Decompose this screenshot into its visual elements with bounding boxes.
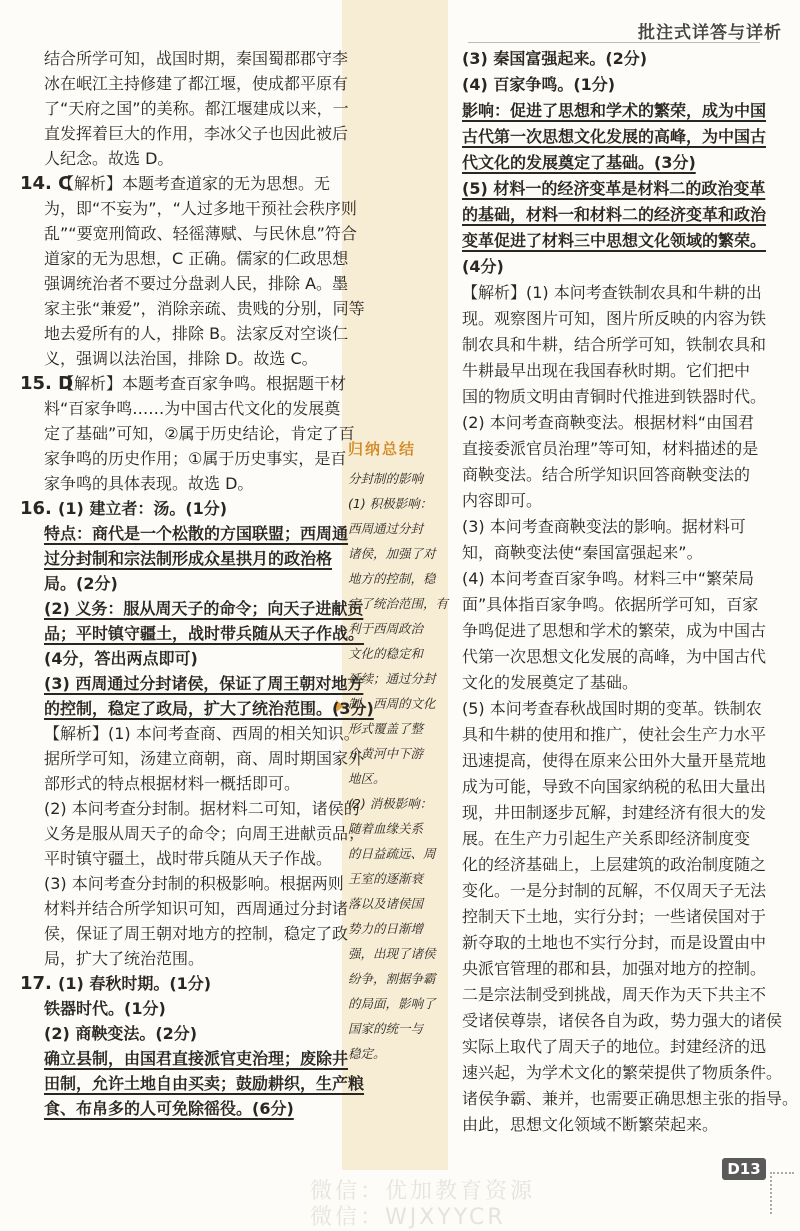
header-rule — [468, 42, 760, 43]
text-line — [20, 346, 338, 371]
text-line — [462, 826, 767, 852]
text-line — [20, 271, 349, 296]
text-line — [20, 446, 347, 471]
text-line — [20, 421, 355, 446]
line-text: (3) 本问考查分封制的积极影响。根据两则 — [44, 874, 344, 893]
line-text: (3) 西周通过分封诸侯，保证了周王朝对地方 — [44, 674, 364, 693]
margin-note-line: 利于西周政治 — [348, 621, 424, 636]
line-text: (4) 本问考查百家争鸣。材料三中“繁荣局 — [462, 569, 755, 588]
text-line — [20, 171, 338, 196]
line-text: 知，商鞅变法使“秦国富强起来”。 — [462, 543, 703, 562]
text-line — [20, 596, 364, 621]
line-text: 品；平时镇守疆土，战时带兵随从天子作战。 — [44, 624, 365, 643]
text-line — [20, 46, 349, 71]
line-text: 了“天府之国”的美称。都江堰建成以来，一 — [44, 99, 349, 118]
line-text: 迅速提高，使得在原来公田外大量开垦荒地 — [462, 751, 767, 770]
line-text: 特点：商代是一个松散的方国联盟；西周通 — [44, 524, 349, 543]
text-line — [462, 982, 767, 1008]
text-line — [462, 800, 767, 826]
line-text: (3) 秦国富强起来。(2分) — [462, 49, 648, 68]
text-line — [20, 621, 365, 646]
line-text: 地去爱所有的人，排除 B。法家反对空谈仁 — [44, 324, 349, 343]
right-answer-column — [462, 46, 799, 1138]
text-line — [20, 246, 349, 271]
margin-note-line: 制，西周的文化 — [348, 696, 436, 711]
line-text: (2) 本问考查分封制。据材料二可知，诸侯的 — [44, 799, 360, 818]
watermark-line-1: 微信：优加教育资源 — [310, 1179, 536, 1204]
line-text: 制农具和牛耕，结合所学可知，铁制农具和 — [462, 335, 767, 354]
line-text: 控制天下土地，实行分封；一些诸侯国对于 — [462, 907, 767, 926]
line-text: (5) 本问考查春秋战国时期的变革。铁制农 — [462, 699, 762, 718]
line-text: 现。观察图片可知，图片所反映的内容为铁 — [462, 309, 767, 328]
line-text: (1) 春秋时期。(1分) — [58, 974, 212, 993]
line-text: (2) 商鞅变法。(2分) — [44, 1024, 198, 1043]
text-line — [462, 1112, 767, 1138]
text-line — [20, 996, 338, 1021]
page-number: D13 — [722, 1158, 766, 1180]
line-text: (2) 本问考查商鞅变法。根据材料“由国君 — [462, 413, 755, 432]
text-line — [462, 98, 767, 124]
text-line — [462, 1034, 767, 1060]
text-line — [20, 221, 357, 246]
margin-note-line: 国家的统一与 — [348, 1021, 424, 1036]
margin-note-line: (2) 消极影响： — [348, 796, 433, 811]
line-text: 商鞅变法。结合所学知识回答商鞅变法的 — [462, 465, 751, 484]
margin-note-line: 西周通过分封 — [348, 521, 424, 536]
text-line — [20, 646, 338, 671]
line-text: 争鸣促进了思想和学术的繁荣，成为中国古 — [462, 621, 767, 640]
text-line — [462, 644, 767, 670]
line-text: 【解析】本题考查道家的无为思想。无 — [58, 174, 331, 193]
text-line — [20, 746, 365, 771]
text-line — [20, 546, 338, 571]
margin-note-line: 强，出现了诸侯 — [348, 946, 436, 961]
line-text: 受诸侯尊崇，诸侯各自为政，势力强大的诸侯 — [462, 1011, 783, 1030]
text-line — [462, 696, 767, 722]
text-line — [20, 871, 344, 896]
text-line — [20, 1021, 338, 1046]
line-text: 局。(2分) — [44, 574, 118, 593]
text-line — [462, 280, 767, 306]
line-text: 新夺取的土地也不实行分封，而是设置由中 — [462, 933, 767, 952]
text-line — [20, 846, 338, 871]
line-text: 【解析】(1) 本问考查铁制农具和牛耕的出 — [462, 283, 762, 302]
text-line — [20, 1096, 338, 1121]
text-line — [462, 592, 767, 618]
line-text: 材料并结合所学知识可知，西周通过分封诸 — [44, 899, 349, 918]
line-text: 侯，保证了周王朝对地方的控制，稳定了政 — [44, 924, 349, 943]
line-text: (1) 建立者：汤。(1分) — [58, 499, 228, 518]
text-line — [20, 1046, 349, 1071]
margin-note-line: 纷争，割据争霸 — [348, 971, 436, 986]
text-line — [462, 46, 767, 72]
line-text: 二是宗法制受到挑战，周天作为天下共主不 — [462, 985, 767, 1004]
line-text: 料“百家争鸣……为中国古代文化的发展奠 — [44, 399, 341, 418]
line-text: 结合所学可知，战国时期，秦国蜀郡郡守李 — [44, 49, 349, 68]
line-text: 代第一次思想文化发展的高峰，为中国古代 — [462, 647, 767, 666]
line-text: 变化。一是分封制的瓦解，不仅周天子无法 — [462, 881, 767, 900]
watermark-line-2: 微信：WJXYYCR — [310, 1205, 506, 1230]
line-text: 义务是服从周天子的命令；向周王进献贡品； — [44, 824, 365, 843]
margin-note-line: 分封制的影响 — [348, 471, 424, 486]
line-text: 家主张“兼爱”，消除亲疏、贵贱的分别，同等 — [44, 299, 365, 318]
text-line — [462, 332, 767, 358]
line-text: (2) 义务：服从周天子的命令；向天子进献贡 — [44, 599, 364, 618]
text-line — [462, 514, 767, 540]
text-line — [462, 1008, 783, 1034]
text-line — [462, 722, 767, 748]
line-text: 道家的无为思想，C 正确。儒家的仁政思想 — [44, 249, 349, 268]
line-text: (5) 材料一的经济变革是材料二的政治变革 — [462, 179, 766, 198]
text-line — [462, 930, 767, 956]
line-text: 内容即可。 — [462, 491, 543, 510]
line-text: 【解析】(1) 本问考查商、西周的相关知识。 — [44, 724, 360, 743]
margin-note-line: 随着血缘关系 — [348, 821, 424, 836]
text-line — [462, 566, 767, 592]
margin-note-line: 的局面，影响了 — [348, 996, 436, 1011]
text-line — [20, 496, 338, 521]
text-line — [20, 471, 338, 496]
line-text: 古代第一次思想文化发展的高峰，为中国古 — [462, 127, 767, 146]
text-line — [462, 540, 767, 566]
line-text: 过分封制和宗法制形成众星拱月的政治格 — [44, 549, 333, 568]
line-text: 面”具体指百家争鸣。依据所学可知，百家 — [462, 595, 759, 614]
text-line — [462, 150, 767, 176]
text-line — [20, 196, 357, 221]
text-line — [20, 896, 349, 921]
margin-note-title: 归纳总结 — [348, 440, 417, 458]
line-text: 平时镇守疆土，战时带兵随从天子作战。 — [44, 849, 333, 868]
line-text: 直接委派官员治理”等可知，材料描述的是 — [462, 439, 759, 458]
line-text: (3) 本问考查商鞅变法的影响。据材料可 — [462, 517, 746, 536]
margin-note-line: 文化的稳定和 — [348, 646, 424, 661]
line-text: 人纪念。故选 D。 — [44, 149, 174, 168]
text-line — [462, 878, 767, 904]
margin-note-line: 落以及诸侯国 — [348, 896, 424, 911]
line-text: 部形式的特点根据材料一概括即可。 — [44, 774, 301, 793]
line-text: 田制，允许土地自由买卖；鼓励耕织，生产粮 — [44, 1074, 365, 1093]
text-line — [20, 771, 338, 796]
text-line — [20, 396, 341, 421]
text-line — [462, 748, 767, 774]
text-line — [462, 436, 767, 462]
margin-note-line: 王室的逐渐衰 — [348, 871, 424, 886]
line-text: 文化的发展奠定了基础。 — [462, 673, 639, 692]
line-text: 实际上取代了周天子的地位。封建经济的迅 — [462, 1037, 767, 1056]
line-text: 的基础，材料一和材料二的经济变革和政治 — [462, 205, 767, 224]
text-line — [20, 571, 338, 596]
margin-note-line: 个黄河中下游 — [348, 746, 424, 761]
margin-note-line: 形式覆盖了整 — [348, 721, 424, 736]
line-text: 强调统治者不要过分盘剥人民，排除 A。墨 — [44, 274, 349, 293]
line-text: 家争鸣的具体表现。故选 D。 — [44, 474, 254, 493]
line-text: 变革促进了材料三中思想文化领域的繁荣。 — [462, 231, 767, 250]
margin-note-line: 延续；通过分封 — [348, 671, 436, 686]
text-line — [462, 358, 767, 384]
line-text: 具和牛耕的使用和推广，使社会生产力水平 — [462, 725, 767, 744]
text-line — [20, 721, 360, 746]
line-text: 据所学可知，汤建立商朝，商、周时期国家外 — [44, 749, 365, 768]
line-text: 国的物质文明由青铜时代推进到铁器时代。 — [462, 387, 767, 406]
text-line — [20, 96, 349, 121]
text-line — [462, 1086, 799, 1112]
text-line — [20, 371, 347, 396]
margin-note-line: (1) 积极影响： — [348, 496, 433, 511]
text-line — [20, 971, 338, 996]
text-line — [462, 176, 767, 202]
page-corner-dots — [770, 1172, 794, 1214]
line-text: 化的经济基础上，上层建筑的政治制度随之 — [462, 855, 767, 874]
question-number: 15. D — [20, 373, 74, 394]
text-line — [462, 774, 767, 800]
line-text: 家争鸣的历史作用；①属于历史事实，是百 — [44, 449, 347, 468]
line-text: 由此，思想文化领域不断繁荣起来。 — [462, 1115, 719, 1134]
line-text: 央派官管理的郡和县，加强对地方的控制。 — [462, 959, 767, 978]
margin-note-line: 诸侯，加强了对 — [348, 546, 436, 561]
line-text: 定了基础”可知，②属于历史结论，肯定了百 — [44, 424, 355, 443]
text-line — [20, 696, 374, 721]
text-line — [20, 671, 364, 696]
line-text: 代文化的发展奠定了基础。(3分) — [462, 153, 696, 172]
line-text: 牛耕最早出现在我国春秋时期。它们把中 — [462, 361, 751, 380]
text-line — [462, 202, 767, 228]
margin-note-line: 地区。 — [348, 771, 386, 786]
text-line — [462, 904, 767, 930]
line-text: 直发挥着巨大的作用，李冰父子也因此被后 — [44, 124, 349, 143]
line-text: 现，井田制逐步瓦解，封建经济有很大的发 — [462, 803, 767, 822]
line-text: 【解析】本题考查百家争鸣。根据题干材 — [58, 374, 347, 393]
text-line — [20, 796, 360, 821]
text-line — [20, 946, 338, 971]
text-line — [20, 821, 365, 846]
text-line — [20, 521, 349, 546]
line-text: (4) 百家争鸣。(1分) — [462, 75, 616, 94]
line-text: 诸侯争霸、兼并，也需要正确思想主张的指导。 — [462, 1089, 799, 1108]
text-line — [20, 921, 349, 946]
line-text: 冰在岷江主持修建了都江堰，使成都平原有 — [44, 74, 349, 93]
line-text: 铁器时代。(1分) — [44, 999, 166, 1018]
line-text: (4分，答出两点即可) — [44, 649, 198, 668]
margin-note-line: 定了统治范围，有 — [348, 596, 449, 611]
line-text: 确立县制，由国君直接派官吏治理；废除井 — [44, 1049, 349, 1068]
text-line — [20, 321, 349, 346]
text-line — [462, 410, 767, 436]
question-number: 14. C — [20, 173, 72, 194]
text-line — [462, 670, 767, 696]
line-text: 速兴起，为学术文化的繁荣提供了物质条件。 — [462, 1063, 783, 1082]
line-text: 义，强调以法治国，排除 D。故选 C。 — [44, 349, 318, 368]
text-line — [462, 488, 767, 514]
text-line — [20, 1071, 365, 1096]
text-line — [462, 1060, 783, 1086]
text-line — [462, 462, 767, 488]
line-text: 局，扩大了统治范围。 — [44, 949, 205, 968]
text-line — [462, 384, 767, 410]
text-line — [462, 306, 767, 332]
text-line — [462, 956, 767, 982]
line-text: 乱”“要宽刑简政、轻徭薄赋、与民休息”符合 — [44, 224, 357, 243]
question-number: 17. — [20, 973, 52, 994]
text-line — [462, 124, 767, 150]
text-line — [20, 296, 365, 321]
text-line — [462, 72, 767, 98]
line-text: 的控制，稳定了政局，扩大了统治范围。(3分) — [44, 699, 374, 718]
line-text: 成为可能，导致不向国家纳税的私田大量出 — [462, 777, 767, 796]
margin-note-line: 地方的控制，稳 — [348, 571, 436, 586]
line-text: 展。在生产力引起生产关系即经济制度变 — [462, 829, 751, 848]
page-header-title: 批注式详答与详析 — [638, 23, 782, 43]
text-line — [20, 146, 338, 171]
text-line — [462, 618, 767, 644]
line-text: 影响：促进了思想和学术的繁荣，成为中国 — [462, 101, 767, 120]
text-line — [462, 254, 767, 280]
text-line — [462, 228, 767, 254]
line-text: (4分) — [462, 257, 504, 276]
line-text: 为，即“不妄为”，“人过多地干预社会秩序则 — [44, 199, 357, 218]
line-text: 食、布帛多的人可免除徭役。(6分) — [44, 1099, 294, 1118]
margin-note-line: 稳定。 — [348, 1046, 386, 1061]
margin-note-line: 的日益疏远、周 — [348, 846, 436, 861]
margin-note-line: 势力的日渐增 — [348, 921, 424, 936]
question-number: 16. — [20, 498, 52, 519]
text-line — [462, 852, 767, 878]
text-line — [20, 121, 349, 146]
text-line — [20, 71, 349, 96]
